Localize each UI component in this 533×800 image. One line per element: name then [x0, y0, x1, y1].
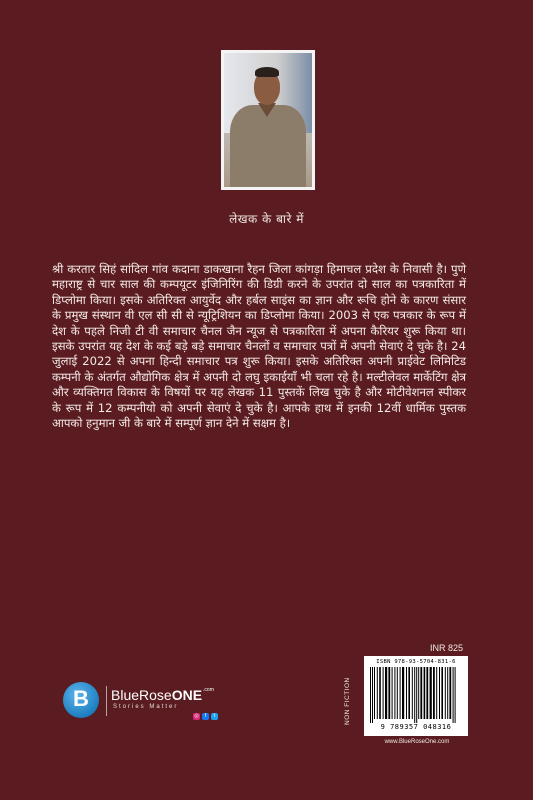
brand-name	[111, 687, 214, 703]
logo-letter: B	[73, 686, 89, 711]
brand-tagline: Stories Matter	[113, 704, 179, 710]
brand-name-blue: BlueRose	[111, 687, 172, 703]
author-photo-image	[224, 53, 312, 187]
isbn-barcode	[364, 656, 468, 736]
logo-divider	[106, 686, 107, 716]
instagram-icon: ◎	[194, 713, 199, 719]
facebook-icon: f	[202, 713, 209, 720]
publisher-website: www.BlueRoseOne.com	[384, 739, 450, 745]
barcode-number: 9 789357 048316	[380, 723, 452, 731]
brand-suffix: .com	[203, 687, 214, 693]
about-author-heading: लेखक के बारे में	[229, 212, 304, 226]
brand-name-one: ONE	[171, 687, 203, 703]
barcode-bars	[368, 667, 464, 723]
price-label: INR 825	[430, 643, 464, 653]
isbn-label: ISBN 978-93-5704-831-6	[376, 659, 456, 665]
twitter-icon: t	[211, 713, 218, 720]
social-icons	[193, 713, 218, 720]
category-label: NON FICTION	[344, 677, 351, 725]
author-bio: श्री करतार सिहं सांदिल गांव कदाना डाकखाना रैहन जिला कांगड़ा हिमाचल प्रदेश के निवासी है। पुणे महाराष्ट्र से चार साल की कम्पयूटर इंजिनिरिंग की डिग्री करने के उपरांत दो साल का पत्रकारिता में डिप्लोमा किया। इसके अतिरिक्त आयुर्वेद और हर्बल साइंस का ज्ञान और रूचि होने के कारण संसार के प्रमुख संस्थान वी एल सी सी से न्यूट्रिशियन का डिप्लोमा किया। 2003 से एक पत्रकार के रूप में देश के पहले निजी टी वी समाचार चैनल जैन न्यूज से पत्रकारिता में अपना कैरियर शुरू किया था। इसके उपरांत यह देश के कई बड़े बड़े समाचार चैनलों व समाचार पत्रों में अपनी सेवाएं दे चुके है। 24 जुलाई 2022 से अपना हिन्दी समाचार पत्र शुरू किया। इसके अतिरिक्त अपनी प्राईवेट लिमिटिड कम्पनी के अंतर्गत औद्योगिक क्षेत्र में अपनी दो लघु इकाईयाँ भी चला रहे है। मल्टीलेवल मार्केटिंग क्षेत्र और व्यक्तिगत विकास के विषयों पर यह लेखक 11 पुस्तकें लिख चुके है और मोटीवेशनल स्पीकर के रूप में 12 कम्पनीयो को अपनी सेवाएं दे चुके है। आपके हाथ में इनकी 12वीं धार्मिक पुस्तक आपको हनुमान जी के बारे में सम्पूर्ण ज्ञान देने में सक्षम है।	[52, 262, 466, 431]
author-photo	[221, 50, 315, 190]
